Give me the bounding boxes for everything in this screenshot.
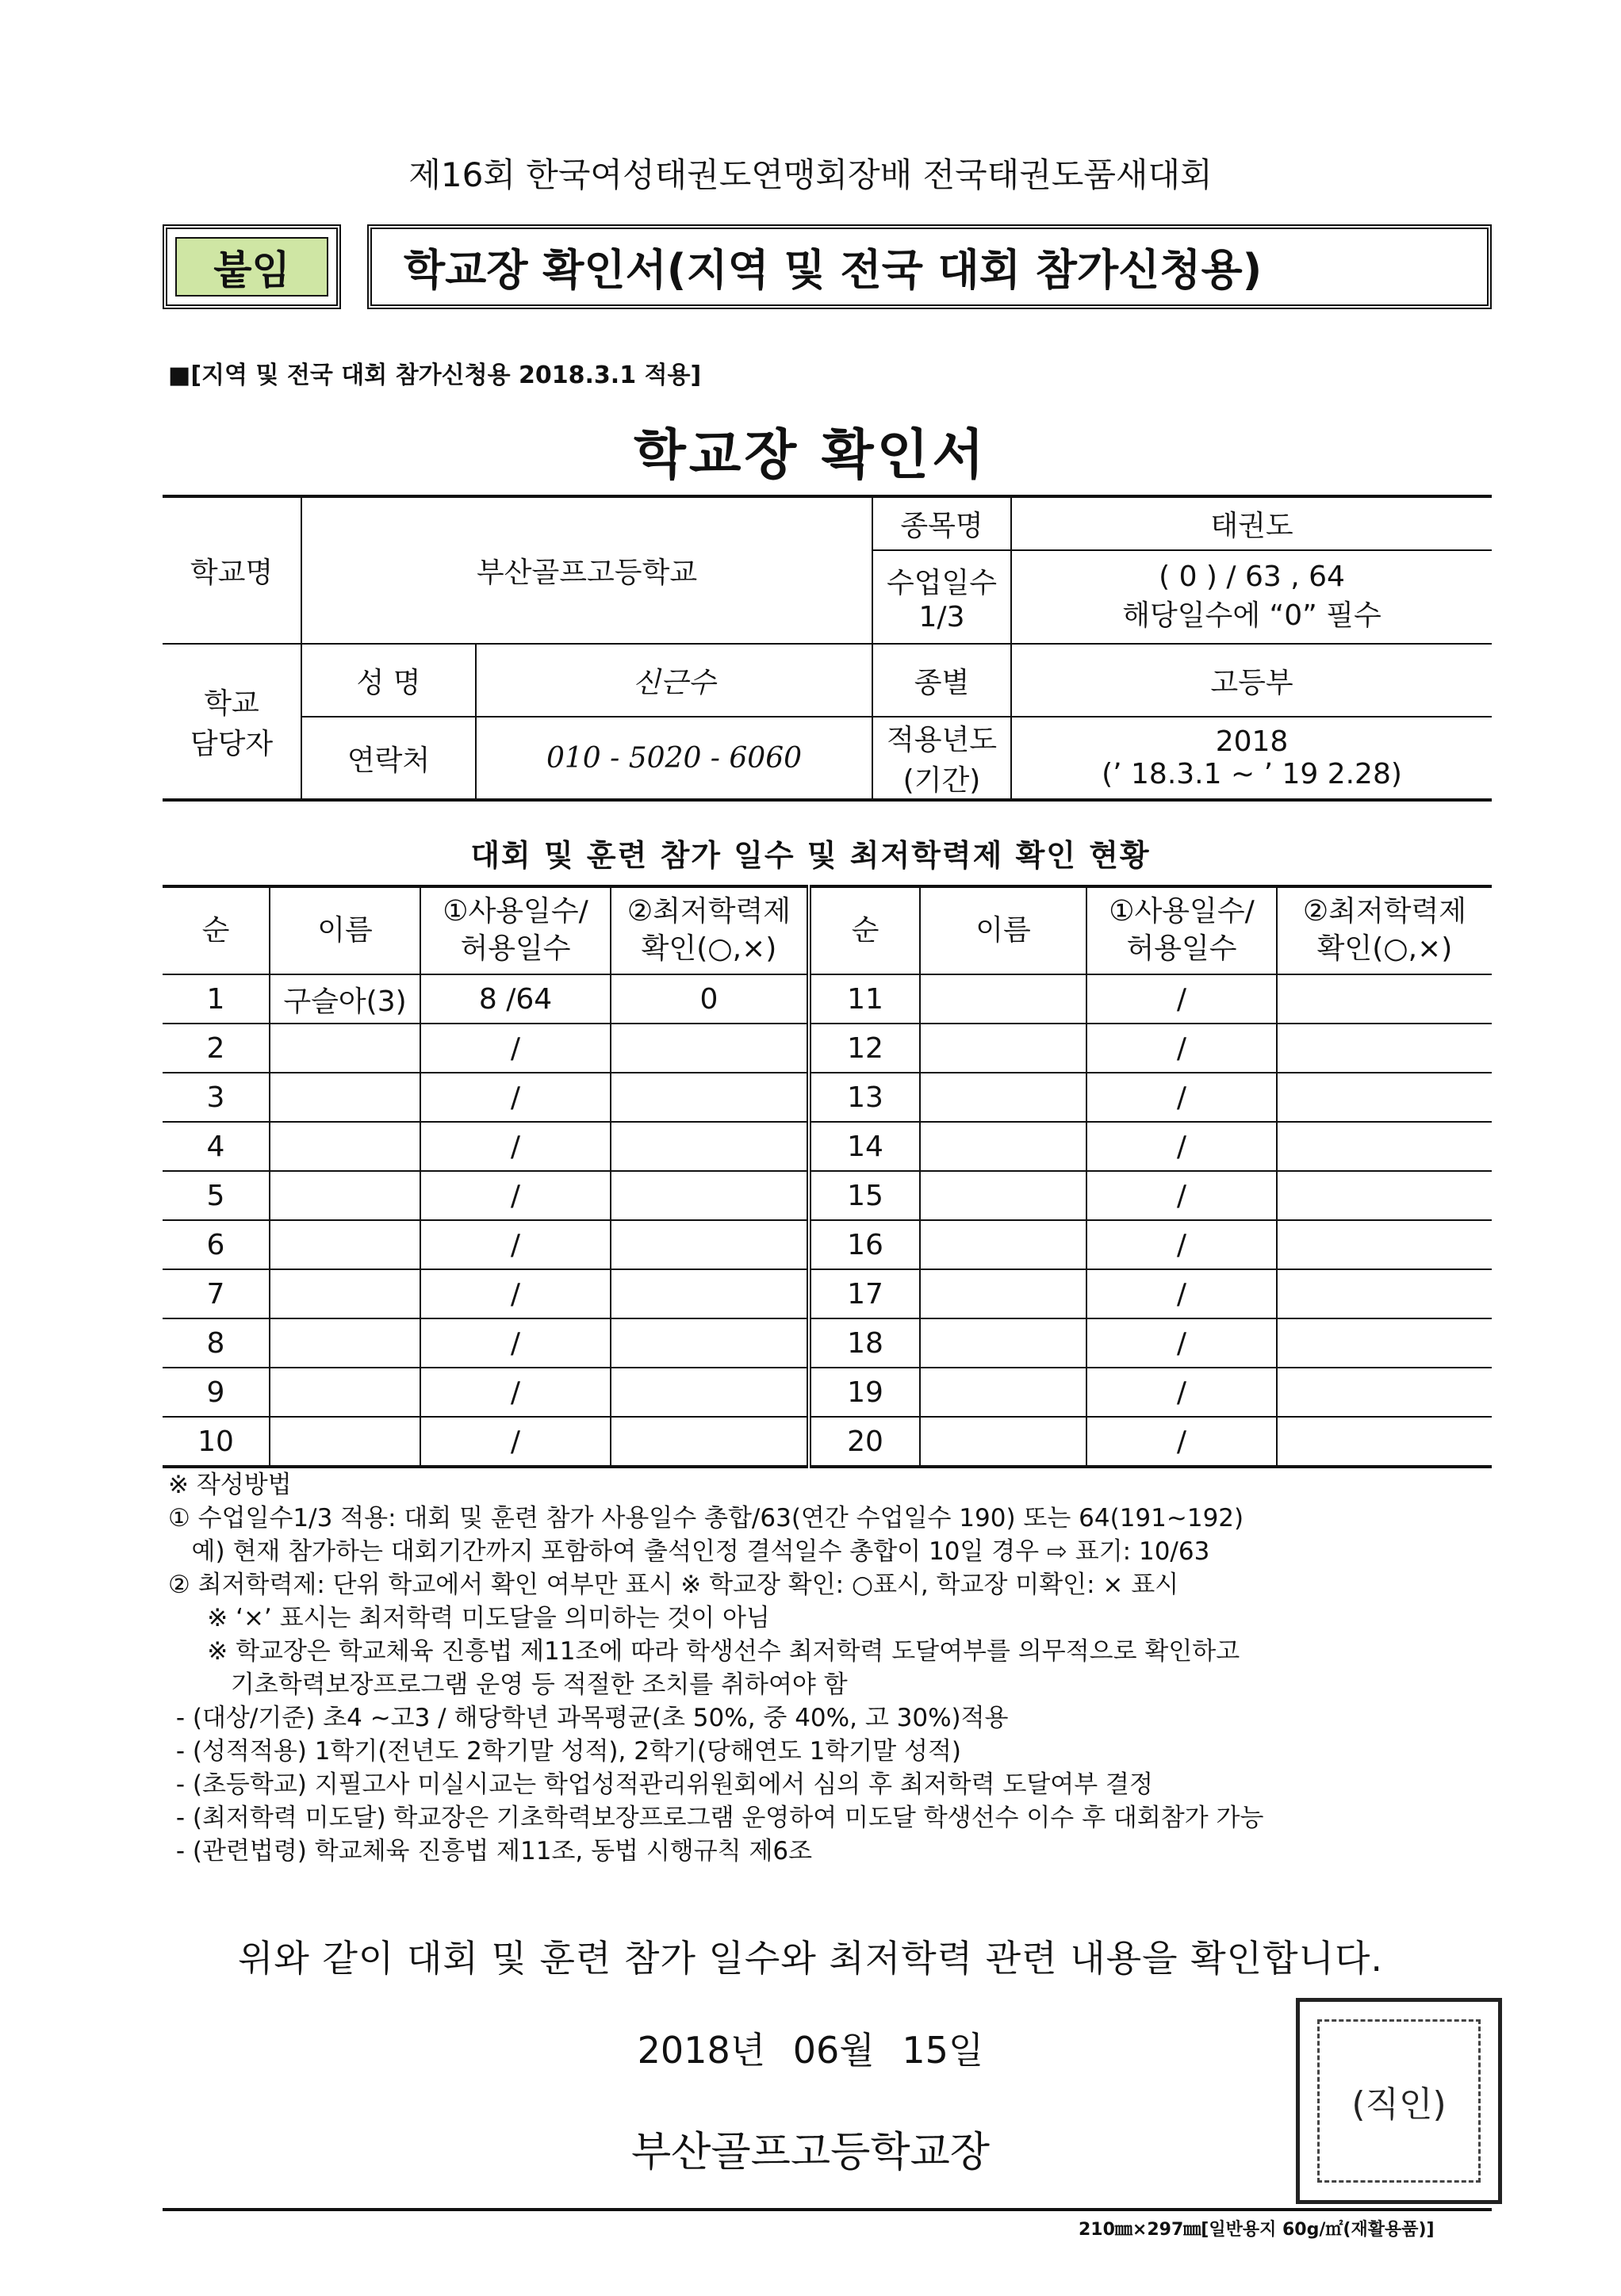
instruction-line: - (대상/기준) 초4 ~고3 / 해당학년 과목평균(초 50%, 중 40%, 고 30%)적용	[168, 1704, 1009, 1732]
used-days: /	[420, 1073, 611, 1122]
row-no: 19	[809, 1368, 920, 1417]
official-seal-stamp	[1296, 1998, 1502, 2204]
athlete-name	[920, 1171, 1086, 1220]
year-value-line2: (’ 18.3.1 ~ ’ 19 2.28)	[1102, 758, 1402, 790]
category-value: 고등부	[1011, 644, 1492, 717]
class-days-value-line1: ( 0 ) / 63 , 64	[1159, 561, 1345, 593]
row-no: 1	[163, 974, 270, 1024]
row-no: 7	[163, 1269, 270, 1318]
manager-label-line1: 학교	[204, 687, 259, 720]
used-days: /	[1086, 1171, 1277, 1220]
manager-label	[163, 644, 301, 800]
athlete-name	[270, 1417, 420, 1467]
used-days: /	[420, 1171, 611, 1220]
used-days: /	[1086, 1318, 1277, 1368]
class-days-label-line2: 1/3	[918, 601, 965, 633]
athlete-name	[270, 1318, 420, 1368]
athlete-name	[920, 1318, 1086, 1368]
instruction-line: - (관련법령) 학교체육 진흥법 제11조, 동법 시행규칙 제6조	[168, 1837, 813, 1866]
table-row	[163, 1073, 1492, 1122]
table-row	[163, 1417, 1492, 1467]
header-name: 이름	[270, 886, 420, 974]
row-no: 12	[809, 1024, 920, 1073]
row-no: 5	[163, 1171, 270, 1220]
year-label-line1: 적용년도	[886, 724, 998, 756]
athlete-name	[270, 1024, 420, 1073]
min-academic-check	[611, 1073, 809, 1122]
min-academic-check	[1277, 1024, 1492, 1073]
row-no: 8	[163, 1318, 270, 1368]
header-min-academic-line2: 확인(○,×)	[641, 932, 777, 965]
row-no: 4	[163, 1122, 270, 1171]
year-value	[1011, 717, 1492, 800]
instruction-line: - (최저학력 미도달) 학교장은 기초학력보장프로그램 운영하여 미도달 학생선수 이수 후 대회참가 가능	[168, 1804, 1264, 1832]
min-academic-check	[1277, 974, 1492, 1024]
header-used-days-line1: ①사용일수/	[1109, 895, 1255, 928]
header-used-days-line2: 허용일수	[1126, 932, 1237, 965]
athlete-name	[920, 1024, 1086, 1073]
document-title: 학교장 확인서(지역 및 전국 대회 참가신청용)	[367, 224, 1492, 309]
school-label: 학교명	[163, 496, 301, 644]
principal-signature: 부산골프고등학교장	[630, 2129, 991, 2176]
used-days: /	[1086, 1122, 1277, 1171]
min-academic-check	[1277, 1171, 1492, 1220]
min-academic-check	[1277, 1318, 1492, 1368]
name-value: 신근수	[476, 644, 872, 717]
row-no: 3	[163, 1073, 270, 1122]
instruction-line: ② 최저학력제: 단위 학교에서 확인 여부만 표시 ※ 학교장 확인: ○표시, 학교장 미확인: × 표시	[168, 1571, 1179, 1599]
athlete-name	[270, 1269, 420, 1318]
row-no: 17	[809, 1269, 920, 1318]
athlete-name	[920, 974, 1086, 1024]
row-no: 10	[163, 1417, 270, 1467]
used-days: /	[1086, 974, 1277, 1024]
used-days: /	[420, 1318, 611, 1368]
used-days: /	[1086, 1220, 1277, 1269]
class-days-label	[872, 550, 1011, 644]
athlete-name	[270, 1171, 420, 1220]
athlete-name	[920, 1220, 1086, 1269]
min-academic-check	[1277, 1073, 1492, 1122]
table-row	[163, 1024, 1492, 1073]
row-no: 13	[809, 1073, 920, 1122]
year-label	[872, 717, 1011, 800]
instruction-line: ※ 학교장은 학교체육 진흥법 제11조에 따라 학생선수 최저학력 도달여부를 의무적으로 확인하고	[168, 1637, 1240, 1666]
row-no: 9	[163, 1368, 270, 1417]
category-label: 종별	[872, 644, 1011, 717]
header-no: 순	[809, 886, 920, 974]
class-days-label-line1: 수업일수	[886, 567, 998, 599]
sport-label: 종목명	[872, 496, 1011, 550]
year-value-line1: 2018	[1215, 725, 1289, 758]
min-academic-check	[1277, 1417, 1492, 1467]
used-days: /	[1086, 1024, 1277, 1073]
seal-label: (직인)	[1317, 2019, 1481, 2183]
school-value: 부산골프고등학교	[301, 496, 872, 644]
confirmation-statement: 위와 같이 대회 및 훈련 참가 일수와 최저학력 관련 내용을 확인합니다.	[237, 1937, 1384, 1980]
school-info-table	[163, 495, 1492, 802]
min-academic-check	[1277, 1122, 1492, 1171]
paper-spec-footer: 210㎜×297㎜[일반용지 60g/㎡(재활용품)]	[1079, 2220, 1435, 2240]
instruction-line: 기초학력보장프로그램 운영 등 적절한 조치를 취하여야 함	[168, 1670, 848, 1699]
class-days-value	[1011, 550, 1492, 644]
issue-date: 2018년 06월 15일	[637, 2029, 984, 2072]
writing-instructions	[168, 1468, 1516, 1868]
table-row	[163, 1318, 1492, 1368]
table-row	[163, 974, 1492, 1024]
min-academic-check	[611, 1269, 809, 1318]
used-days: /	[1086, 1368, 1277, 1417]
table-row	[163, 1171, 1492, 1220]
applicability-note: ■[지역 및 전국 대회 참가신청용 2018.3.1 적용]	[168, 362, 702, 389]
used-days: /	[420, 1122, 611, 1171]
row-no: 16	[809, 1220, 920, 1269]
athlete-name	[920, 1368, 1086, 1417]
header-name: 이름	[920, 886, 1086, 974]
header-min-academic-line2: 확인(○,×)	[1316, 932, 1453, 965]
athlete-name	[920, 1269, 1086, 1318]
instruction-line: ※ ‘×’ 표시는 최저학력 미도달을 의미하는 것이 아님	[168, 1604, 770, 1632]
instruction-line: ① 수업일수1/3 적용: 대회 및 훈련 참가 사용일수 총합/63(연간 수업일수 190) 또는 64(191~192)	[168, 1504, 1244, 1533]
used-days: /	[420, 1368, 611, 1417]
used-days: /	[1086, 1073, 1277, 1122]
header-used-days	[420, 886, 611, 974]
used-days: /	[1086, 1417, 1277, 1467]
table-row	[163, 1269, 1492, 1318]
min-academic-check	[1277, 1269, 1492, 1318]
roster-body	[163, 974, 1492, 1467]
min-academic-check	[611, 1318, 809, 1368]
used-days: 8 /64	[420, 974, 611, 1024]
athlete-name	[270, 1220, 420, 1269]
athlete-name	[270, 1368, 420, 1417]
used-days: /	[420, 1417, 611, 1467]
table-row	[163, 1368, 1492, 1417]
instruction-line: 예) 현재 참가하는 대회기간까지 포함하여 출석인정 결석일수 총합이 10일 경우 ⇨ 표기: 10/63	[168, 1537, 1210, 1566]
instruction-line: - (성적적용) 1학기(전년도 2학기말 성적), 2학기(당해연도 1학기말 성적)	[168, 1737, 961, 1766]
contact-label: 연락처	[301, 717, 476, 800]
row-no: 18	[809, 1318, 920, 1368]
header-used-days-line2: 허용일수	[460, 932, 571, 965]
used-days: /	[420, 1220, 611, 1269]
header-min-academic-line1: ②최저학력제	[1302, 895, 1467, 928]
name-label: 성 명	[301, 644, 476, 717]
bottom-rule	[163, 2208, 1492, 2211]
min-academic-check	[1277, 1368, 1492, 1417]
used-days: /	[1086, 1269, 1277, 1318]
athlete-name: 구슬아(3)	[270, 974, 420, 1024]
min-academic-check	[611, 1220, 809, 1269]
min-academic-check	[611, 1024, 809, 1073]
header-min-academic	[611, 886, 809, 974]
sport-value: 태권도	[1011, 496, 1492, 550]
min-academic-check: 0	[611, 974, 809, 1024]
row-no: 11	[809, 974, 920, 1024]
form-title: 학교장 확인서	[634, 424, 987, 487]
table-row	[163, 1122, 1492, 1171]
header-no: 순	[163, 886, 270, 974]
min-academic-check	[611, 1171, 809, 1220]
used-days: /	[420, 1269, 611, 1318]
header-used-days	[1086, 886, 1277, 974]
min-academic-check	[1277, 1220, 1492, 1269]
athlete-name	[270, 1122, 420, 1171]
row-no: 2	[163, 1024, 270, 1073]
athlete-name	[920, 1417, 1086, 1467]
athlete-name	[920, 1073, 1086, 1122]
attachment-badge-label: 붙임	[175, 237, 328, 297]
instruction-line: - (초등학교) 지필고사 미실시교는 학업성적관리위원회에서 심의 후 최저학력 도달여부 결정	[168, 1770, 1153, 1799]
min-academic-check	[611, 1417, 809, 1467]
roster-section-title: 대회 및 훈련 참가 일수 및 최저학력제 확인 현황	[470, 838, 1151, 873]
athlete-name	[270, 1073, 420, 1122]
header-used-days-line1: ①사용일수/	[443, 895, 588, 928]
contact-value: 010 - 5020 - 6060	[476, 717, 872, 800]
table-row	[163, 1220, 1492, 1269]
attachment-badge	[163, 224, 341, 309]
roster-table	[163, 885, 1492, 1468]
row-no: 20	[809, 1417, 920, 1467]
used-days: /	[420, 1024, 611, 1073]
header-min-academic-line1: ②최저학력제	[627, 895, 791, 928]
min-academic-check	[611, 1122, 809, 1171]
athlete-name	[920, 1122, 1086, 1171]
instructions-heading: ※ 작성방법	[168, 1471, 292, 1499]
header-min-academic	[1277, 886, 1492, 974]
min-academic-check	[611, 1368, 809, 1417]
row-no: 15	[809, 1171, 920, 1220]
year-label-line2: (기간)	[902, 764, 981, 797]
manager-label-line2: 담당자	[190, 728, 274, 760]
row-no: 14	[809, 1122, 920, 1171]
class-days-value-line2: 해당일수에 “0” 필수	[1122, 599, 1381, 632]
row-no: 6	[163, 1220, 270, 1269]
event-title: 제16회 한국여성태권도연맹회장배 전국태권도품새대회	[408, 155, 1213, 194]
